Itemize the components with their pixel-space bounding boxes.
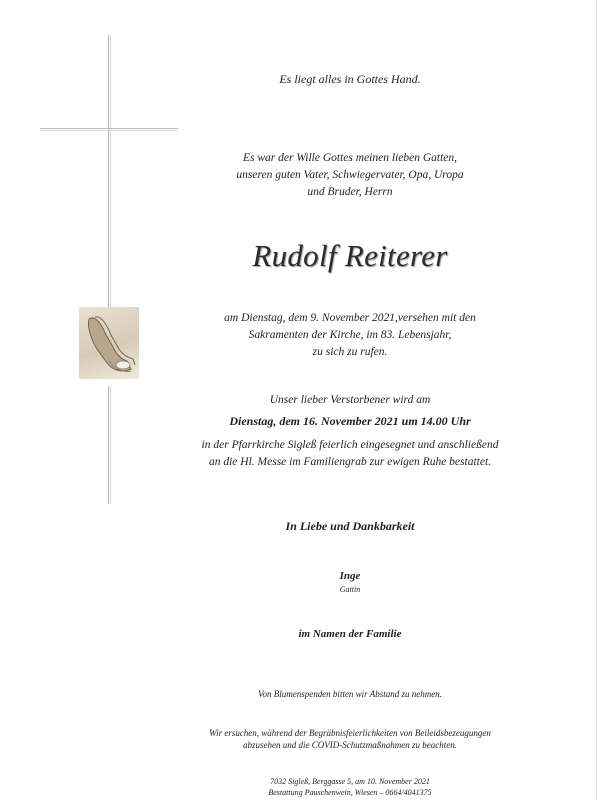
funeral-details-line-1: in der Pfarrkirche Sigleß feierlich eingesegnet und anschließend [201, 439, 499, 451]
mourner-relation: Gattin [339, 585, 361, 594]
death-info-line-1: am Dienstag, dem 9. November 2021,versehen mit den [224, 312, 476, 324]
intro-line-3: und Bruder, Herrn [307, 186, 393, 198]
covid-note-line-1: Wir ersuchen, während der Begräbnisfeierlichkeiten von Beileidsbezeugungen [209, 728, 491, 738]
intro-line-2: unseren guten Vater, Schwiegervater, Opa, Uropa [236, 169, 464, 181]
praying-hands-icon [79, 307, 139, 379]
cross-icon [108, 35, 111, 307]
death-info-line-2: Sakramenten der Kirche, im 83. Lebensjahr, [248, 329, 452, 341]
opening-quote: Es liegt alles in Gottes Hand. [279, 72, 421, 86]
cross-lower-bar [108, 386, 111, 504]
cross-bar [40, 128, 178, 131]
intro-line-1: Es war der Wille Gottes meinen lieben Gatten, [243, 152, 457, 164]
closing-phrase: In Liebe und Dankbarkeit [285, 519, 415, 533]
flowers-note: Von Blumenspenden bitten wir Abstand zu nehmen. [257, 689, 443, 699]
funeral-intro: Unser lieber Verstorbener wird am [269, 394, 431, 406]
family-line: im Namen der Familie [298, 628, 402, 640]
funeral-date: Dienstag, dem 16. November 2021 um 14.00 Uhr [229, 414, 471, 428]
deceased-name: Rudolf Reiterer [252, 238, 448, 273]
funeral-details-line-2: an die Hl. Messe im Familiengrab zur ewigen Ruhe bestattet. [208, 456, 492, 468]
mourner-name: Inge [339, 570, 361, 582]
footer-line-2: Bestattung Pauschenwein, Wiesen – 0664/4041375 [268, 788, 432, 797]
covid-note-line-2: abzusehen und die COVID-Schutzmaßnahmen zu beachten. [243, 740, 457, 750]
death-info-line-3: zu sich zu rufen. [312, 346, 388, 358]
footer-line-1: 7032 Sigleß, Berggasse 5, am 10. November 2021 [270, 777, 430, 786]
page-edge [596, 0, 597, 800]
